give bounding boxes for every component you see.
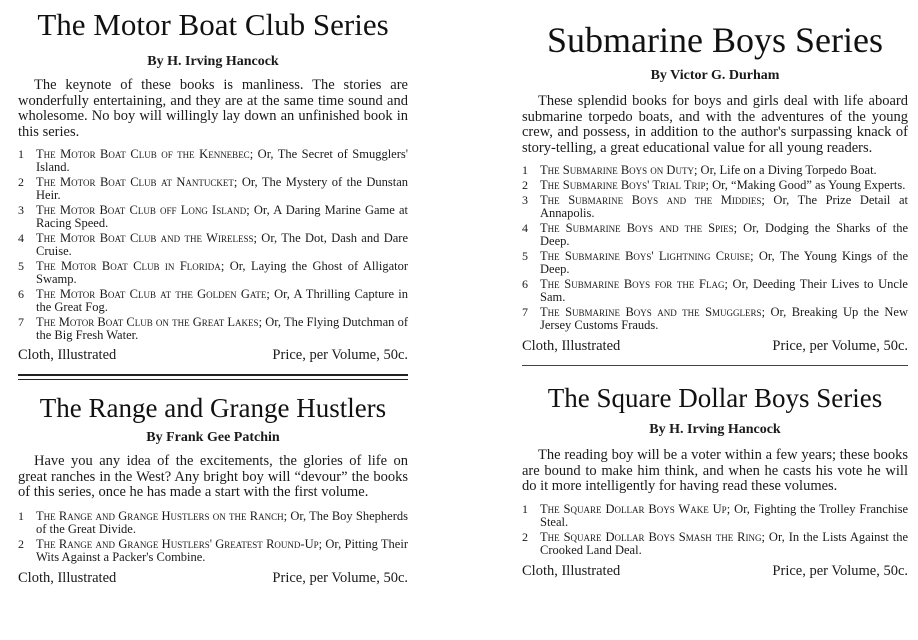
book-item: 1 The Square Dollar Boys Wake Up; Or, Fighting the Trolley Franchise Steal. <box>522 501 908 529</box>
right-column <box>522 0 908 580</box>
binding-label: Cloth, Illustrated <box>18 347 117 363</box>
series-intro: The reading boy will be a voter within a few years; these books are bound to make him think, and when he casts his vote he will do it more intelligently for having read these volumes. <box>522 447 908 494</box>
series-motor-boat-club <box>18 5 408 364</box>
book-item: 2 The Square Dollar Boys Smash the Ring; Or, In the Lists Against the Crooked Land Deal. <box>522 529 908 557</box>
series-footer <box>522 563 908 580</box>
book-item: 5 The Submarine Boys' Lightning Cruise; Or, The Young Kings of the Deep. <box>522 249 908 276</box>
book-item: 6 The Submarine Boys for the Flag; Or, Deeding Their Lives to Uncle Sam. <box>522 277 908 304</box>
book-list <box>18 148 408 342</box>
book-item: 2 The Motor Boat Club at Nantucket; Or, The Mystery of the Dunstan Heir. <box>18 175 408 202</box>
book-item: 3 The Motor Boat Club off Long Island; Or, A Daring Marine Game at Racing Speed. <box>18 203 408 230</box>
series-intro: The keynote of these books is manliness. The stories are wonderfully entertaining, and they are at the same time sound and wholesome. No boy will willingly lay down an unfinished book in this series. <box>18 77 408 140</box>
series-author: By H. Irving Hancock <box>147 54 279 69</box>
left-column <box>18 0 408 587</box>
section-divider <box>522 365 908 366</box>
book-item: 1 The Motor Boat Club of the Kennebec; Or, The Secret of Smugglers' Island. <box>18 147 408 174</box>
book-list <box>522 164 908 332</box>
series-square-dollar-boys <box>522 380 908 580</box>
binding-label: Cloth, Illustrated <box>522 562 621 579</box>
book-item: 1 The Range and Grange Hustlers on the Ranch; Or, The Boy Shepherds of the Great Divide. <box>18 508 408 536</box>
book-item: 1 The Submarine Boys on Duty; Or, Life on a Diving Torpedo Boat. <box>522 163 877 177</box>
series-author: By Frank Gee Patchin <box>146 430 280 445</box>
series-submarine-boys <box>522 18 908 355</box>
series-title: The Square Dollar Boys Series <box>547 383 883 413</box>
book-item: 4 The Submarine Boys and the Spies; Or, Dodging the Sharks of the Deep. <box>522 221 908 248</box>
series-author: By H. Irving Hancock <box>649 422 781 437</box>
series-footer <box>18 347 408 364</box>
book-item: 2 The Submarine Boys' Trial Trip; Or, “Making Good” as Young Experts. <box>522 178 906 192</box>
book-item: 5 The Motor Boat Club in Florida; Or, Laying the Ghost of Alligator Swamp. <box>18 259 409 286</box>
series-title: Submarine Boys Series <box>547 20 883 60</box>
price-label: Price, per Volume, 50c. <box>772 338 908 354</box>
binding-label: Cloth, Illustrated <box>18 569 117 586</box>
book-item: 2 The Range and Grange Hustlers' Greatest Round-Up; Or, Pitting Their Wits Against a Packer's Combine. <box>18 536 408 564</box>
book-item: 7 The Motor Boat Club on the Great Lakes; Or, The Flying Dutchman of the Big Fresh Water. <box>18 315 409 342</box>
binding-label: Cloth, Illustrated <box>522 338 621 354</box>
section-divider <box>18 374 408 380</box>
series-footer <box>18 570 408 587</box>
price-label: Price, per Volume, 50c. <box>772 562 908 579</box>
series-title: The Motor Boat Club Series <box>37 7 389 42</box>
book-item: 7 The Submarine Boys and the Smugglers; Or, Breaking Up the New Jersey Customs Frauds. <box>522 305 908 332</box>
book-item: 3 The Submarine Boys and the Middies; Or, The Prize Detail at Annapolis. <box>522 193 908 220</box>
price-label: Price, per Volume, 50c. <box>272 569 408 586</box>
series-footer <box>522 338 908 355</box>
book-list <box>18 510 408 564</box>
book-item: 6 The Motor Boat Club at the Golden Gate; Or, A Thrilling Capture in the Great Fog. <box>18 287 408 314</box>
series-range-grange-hustlers <box>18 390 408 587</box>
series-intro: These splendid books for boys and girls deal with life aboard submarine torpedo boats, and with the adventures of the young crew, and possess, in addition to the author's surpassing knack of story-telling, a great educational value for all young readers. <box>522 93 908 156</box>
series-title: The Range and Grange Hustlers <box>39 393 387 423</box>
price-label: Price, per Volume, 50c. <box>272 347 408 363</box>
book-item: 4 The Motor Boat Club and the Wireless; Or, The Dot, Dash and Dare Cruise. <box>18 231 408 258</box>
book-list <box>522 503 908 557</box>
series-author: By Victor G. Durham <box>650 68 780 83</box>
series-intro: Have you any idea of the excitements, the glories of life on great ranches in the West? Any bright boy will “devour” the books of this series, once he has made a start with the first volume. <box>18 453 408 500</box>
